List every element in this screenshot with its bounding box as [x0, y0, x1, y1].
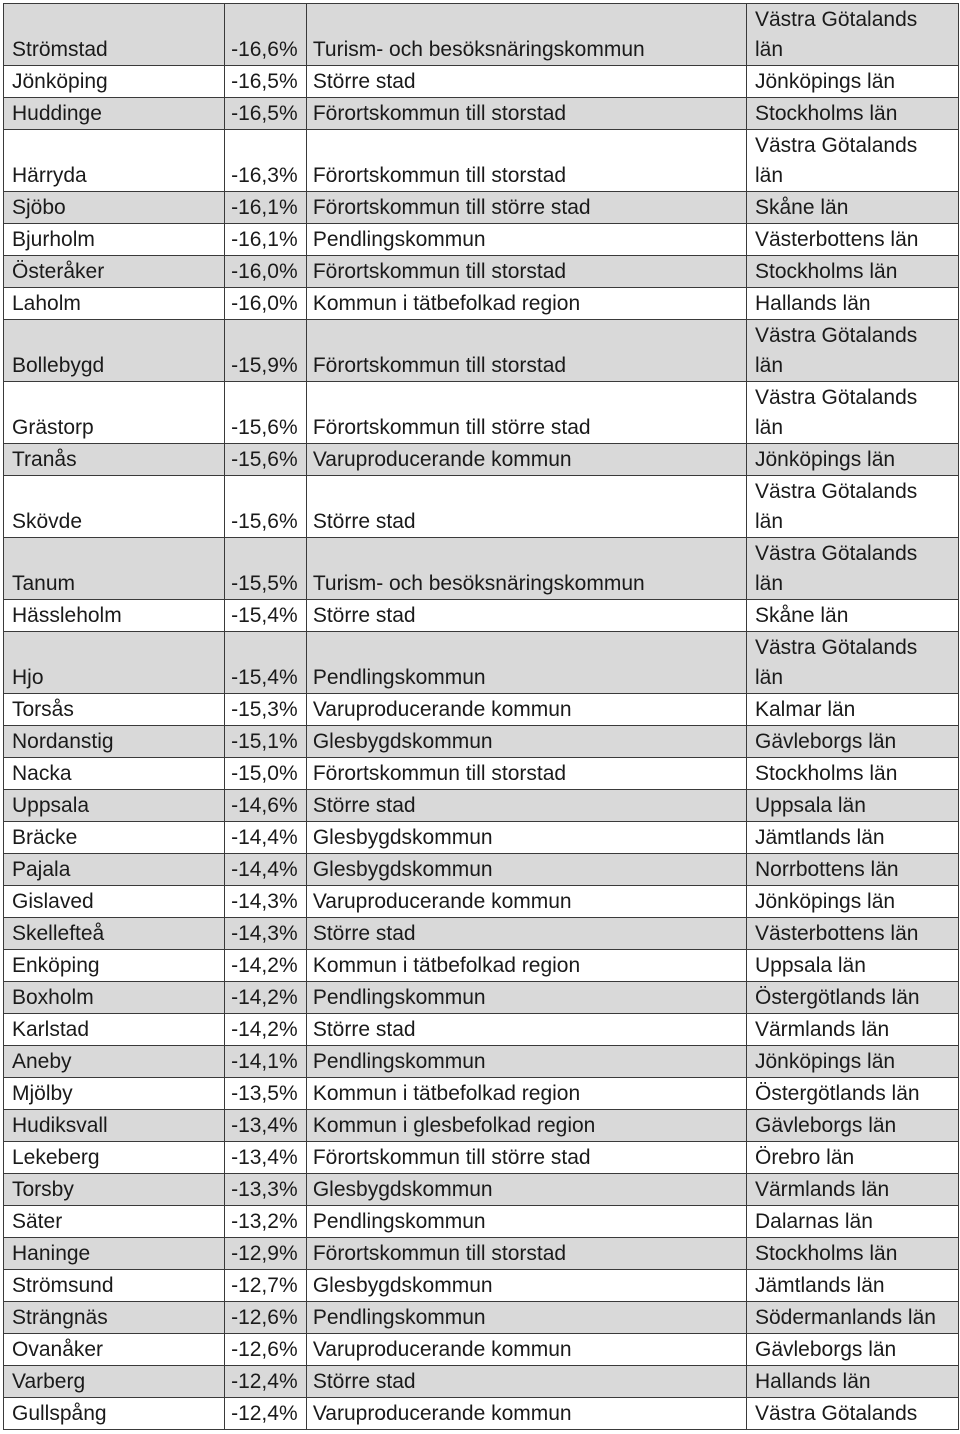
- county-cell: Gävleborgs län: [746, 726, 958, 758]
- municipality-type-cell: Kommun i tätbefolkad region: [306, 1078, 746, 1110]
- county-cell: Södermanlands län: [746, 1302, 958, 1334]
- municipality-type-cell: Pendlingskommun: [306, 1046, 746, 1078]
- municipality-type-cell: Större stad: [306, 476, 746, 538]
- county-cell: Jönköpings län: [746, 886, 958, 918]
- county-cell: Östergötlands län: [746, 1078, 958, 1110]
- table-row: [4, 950, 959, 982]
- county-cell: Gävleborgs län: [746, 1334, 958, 1366]
- municipality-type-cell: Förortskommun till storstad: [306, 256, 746, 288]
- table-row: [4, 1014, 959, 1046]
- municipality-type-cell: Pendlingskommun: [306, 1302, 746, 1334]
- county-cell: Västra Götalands län: [746, 130, 958, 192]
- change-percent-cell: -16,6%: [225, 4, 307, 66]
- municipality-type-cell: Förortskommun till storstad: [306, 1238, 746, 1270]
- municipality-type-cell: Kommun i tätbefolkad region: [306, 950, 746, 982]
- municipality-name-cell: Uppsala: [4, 790, 225, 822]
- change-percent-cell: -16,5%: [225, 98, 307, 130]
- county-cell: Östergötlands län: [746, 982, 958, 1014]
- county-cell: Skåne län: [746, 600, 958, 632]
- change-percent-cell: -16,5%: [225, 66, 307, 98]
- county-cell: Stockholms län: [746, 1238, 958, 1270]
- change-percent-cell: -15,6%: [225, 476, 307, 538]
- municipality-table-container: [3, 3, 959, 1430]
- change-percent-cell: -16,1%: [225, 192, 307, 224]
- table-row: [4, 476, 959, 538]
- municipality-type-cell: Förortskommun till större stad: [306, 1142, 746, 1174]
- municipality-name-cell: Gislaved: [4, 886, 225, 918]
- municipality-type-cell: Varuproducerande kommun: [306, 886, 746, 918]
- table-row: [4, 66, 959, 98]
- change-percent-cell: -12,9%: [225, 1238, 307, 1270]
- municipality-name-cell: Varberg: [4, 1366, 225, 1398]
- change-percent-cell: -16,0%: [225, 288, 307, 320]
- county-cell: Värmlands län: [746, 1174, 958, 1206]
- municipality-type-cell: Turism- och besöksnäringskommun: [306, 4, 746, 66]
- county-cell: Värmlands län: [746, 1014, 958, 1046]
- change-percent-cell: -15,4%: [225, 632, 307, 694]
- municipality-name-cell: Sjöbo: [4, 192, 225, 224]
- change-percent-cell: -14,4%: [225, 854, 307, 886]
- municipality-name-cell: Österåker: [4, 256, 225, 288]
- municipality-type-cell: Varuproducerande kommun: [306, 694, 746, 726]
- municipality-type-cell: Pendlingskommun: [306, 982, 746, 1014]
- table-row: [4, 854, 959, 886]
- table-row: [4, 1206, 959, 1238]
- change-percent-cell: -14,2%: [225, 1014, 307, 1046]
- table-row: [4, 822, 959, 854]
- municipality-name-cell: Torsås: [4, 694, 225, 726]
- municipality-type-cell: Förortskommun till storstad: [306, 758, 746, 790]
- change-percent-cell: -16,0%: [225, 256, 307, 288]
- county-cell: Jämtlands län: [746, 822, 958, 854]
- county-cell: Västra Götalands län: [746, 382, 958, 444]
- county-cell: Hallands län: [746, 288, 958, 320]
- change-percent-cell: -12,4%: [225, 1366, 307, 1398]
- municipality-type-cell: Glesbygdskommun: [306, 1174, 746, 1206]
- municipality-name-cell: Pajala: [4, 854, 225, 886]
- table-row: [4, 982, 959, 1014]
- table-row: [4, 1366, 959, 1398]
- municipality-name-cell: Bollebygd: [4, 320, 225, 382]
- table-row: [4, 1046, 959, 1078]
- change-percent-cell: -14,1%: [225, 1046, 307, 1078]
- municipality-type-cell: Förortskommun till storstad: [306, 130, 746, 192]
- municipality-type-cell: Kommun i glesbefolkad region: [306, 1110, 746, 1142]
- table-row: [4, 1110, 959, 1142]
- municipality-type-cell: Förortskommun till större stad: [306, 192, 746, 224]
- municipality-type-cell: Varuproducerande kommun: [306, 1334, 746, 1366]
- change-percent-cell: -14,6%: [225, 790, 307, 822]
- table-row: [4, 1334, 959, 1366]
- table-row: [4, 1398, 959, 1430]
- municipality-name-cell: Laholm: [4, 288, 225, 320]
- municipality-name-cell: Hudiksvall: [4, 1110, 225, 1142]
- change-percent-cell: -14,2%: [225, 950, 307, 982]
- municipality-name-cell: Haninge: [4, 1238, 225, 1270]
- change-percent-cell: -14,3%: [225, 886, 307, 918]
- municipality-name-cell: Tanum: [4, 538, 225, 600]
- table-row: [4, 4, 959, 66]
- county-cell: Norrbottens län: [746, 854, 958, 886]
- table-row: [4, 98, 959, 130]
- municipality-name-cell: Strängnäs: [4, 1302, 225, 1334]
- municipality-name-cell: Lekeberg: [4, 1142, 225, 1174]
- municipality-type-cell: Glesbygdskommun: [306, 854, 746, 886]
- table-row: [4, 1174, 959, 1206]
- change-percent-cell: -16,1%: [225, 224, 307, 256]
- county-cell: Jönköpings län: [746, 66, 958, 98]
- municipality-table: [3, 3, 959, 1430]
- county-cell: Västra Götalands län: [746, 538, 958, 600]
- county-cell: Uppsala län: [746, 790, 958, 822]
- municipality-name-cell: Strömstad: [4, 4, 225, 66]
- table-row: [4, 256, 959, 288]
- municipality-type-cell: Större stad: [306, 66, 746, 98]
- change-percent-cell: -12,6%: [225, 1334, 307, 1366]
- table-row: [4, 320, 959, 382]
- county-cell: Jämtlands län: [746, 1270, 958, 1302]
- county-cell: Hallands län: [746, 1366, 958, 1398]
- change-percent-cell: -13,3%: [225, 1174, 307, 1206]
- change-percent-cell: -14,4%: [225, 822, 307, 854]
- municipality-type-cell: Pendlingskommun: [306, 224, 746, 256]
- change-percent-cell: -14,3%: [225, 918, 307, 950]
- municipality-type-cell: Pendlingskommun: [306, 632, 746, 694]
- table-row: [4, 632, 959, 694]
- county-cell: Västerbottens län: [746, 918, 958, 950]
- municipality-table-body: [4, 4, 959, 1430]
- change-percent-cell: -13,4%: [225, 1142, 307, 1174]
- county-cell: Gävleborgs län: [746, 1110, 958, 1142]
- municipality-name-cell: Mjölby: [4, 1078, 225, 1110]
- county-cell: Uppsala län: [746, 950, 958, 982]
- municipality-name-cell: Bräcke: [4, 822, 225, 854]
- table-row: [4, 1302, 959, 1334]
- change-percent-cell: -12,6%: [225, 1302, 307, 1334]
- municipality-name-cell: Enköping: [4, 950, 225, 982]
- table-row: [4, 192, 959, 224]
- change-percent-cell: -15,9%: [225, 320, 307, 382]
- municipality-name-cell: Skövde: [4, 476, 225, 538]
- table-row: [4, 694, 959, 726]
- change-percent-cell: -13,2%: [225, 1206, 307, 1238]
- change-percent-cell: -15,6%: [225, 444, 307, 476]
- table-row: [4, 1238, 959, 1270]
- municipality-type-cell: Turism- och besöksnäringskommun: [306, 538, 746, 600]
- municipality-name-cell: Torsby: [4, 1174, 225, 1206]
- municipality-type-cell: Varuproducerande kommun: [306, 444, 746, 476]
- change-percent-cell: -15,6%: [225, 382, 307, 444]
- change-percent-cell: -15,1%: [225, 726, 307, 758]
- change-percent-cell: -14,2%: [225, 982, 307, 1014]
- table-row: [4, 382, 959, 444]
- municipality-type-cell: Större stad: [306, 1014, 746, 1046]
- table-row: [4, 758, 959, 790]
- county-cell: Västra Götalands län: [746, 320, 958, 382]
- change-percent-cell: -13,4%: [225, 1110, 307, 1142]
- table-row: [4, 886, 959, 918]
- county-cell: Skåne län: [746, 192, 958, 224]
- change-percent-cell: -12,7%: [225, 1270, 307, 1302]
- table-row: [4, 224, 959, 256]
- municipality-type-cell: Kommun i tätbefolkad region: [306, 288, 746, 320]
- municipality-name-cell: Huddinge: [4, 98, 225, 130]
- municipality-name-cell: Boxholm: [4, 982, 225, 1014]
- county-cell: Jönköpings län: [746, 444, 958, 476]
- municipality-type-cell: Pendlingskommun: [306, 1206, 746, 1238]
- municipality-name-cell: Nordanstig: [4, 726, 225, 758]
- municipality-type-cell: Glesbygdskommun: [306, 1270, 746, 1302]
- change-percent-cell: -15,5%: [225, 538, 307, 600]
- municipality-name-cell: Hjo: [4, 632, 225, 694]
- municipality-name-cell: Grästorp: [4, 382, 225, 444]
- municipality-name-cell: Säter: [4, 1206, 225, 1238]
- table-row: [4, 1270, 959, 1302]
- county-cell: Stockholms län: [746, 758, 958, 790]
- municipality-type-cell: Större stad: [306, 1366, 746, 1398]
- municipality-name-cell: Gullspång: [4, 1398, 225, 1430]
- municipality-name-cell: Aneby: [4, 1046, 225, 1078]
- county-cell: Västra Götalands län: [746, 476, 958, 538]
- municipality-name-cell: Strömsund: [4, 1270, 225, 1302]
- table-row: [4, 288, 959, 320]
- county-cell: Västerbottens län: [746, 224, 958, 256]
- change-percent-cell: -16,3%: [225, 130, 307, 192]
- municipality-type-cell: Större stad: [306, 918, 746, 950]
- county-cell: Dalarnas län: [746, 1206, 958, 1238]
- municipality-type-cell: Glesbygdskommun: [306, 726, 746, 758]
- change-percent-cell: -15,4%: [225, 600, 307, 632]
- table-row: [4, 600, 959, 632]
- municipality-name-cell: Karlstad: [4, 1014, 225, 1046]
- municipality-type-cell: Större stad: [306, 790, 746, 822]
- change-percent-cell: -15,0%: [225, 758, 307, 790]
- table-row: [4, 130, 959, 192]
- municipality-name-cell: Nacka: [4, 758, 225, 790]
- county-cell: Västra Götalands län: [746, 4, 958, 66]
- county-cell: Kalmar län: [746, 694, 958, 726]
- county-cell: Västra Götalands län: [746, 632, 958, 694]
- municipality-name-cell: Bjurholm: [4, 224, 225, 256]
- municipality-type-cell: Större stad: [306, 600, 746, 632]
- change-percent-cell: -15,3%: [225, 694, 307, 726]
- municipality-name-cell: Härryda: [4, 130, 225, 192]
- municipality-name-cell: Jönköping: [4, 66, 225, 98]
- county-cell: Stockholms län: [746, 98, 958, 130]
- municipality-name-cell: Skellefteå: [4, 918, 225, 950]
- county-cell: Västra Götalands: [746, 1398, 958, 1430]
- municipality-type-cell: Förortskommun till större stad: [306, 382, 746, 444]
- county-cell: Jönköpings län: [746, 1046, 958, 1078]
- table-row: [4, 1078, 959, 1110]
- county-cell: Stockholms län: [746, 256, 958, 288]
- table-row: [4, 790, 959, 822]
- change-percent-cell: -12,4%: [225, 1398, 307, 1430]
- table-row: [4, 918, 959, 950]
- table-row: [4, 1142, 959, 1174]
- municipality-name-cell: Ovanåker: [4, 1334, 225, 1366]
- table-row: [4, 726, 959, 758]
- municipality-type-cell: Förortskommun till storstad: [306, 98, 746, 130]
- table-row: [4, 444, 959, 476]
- change-percent-cell: -13,5%: [225, 1078, 307, 1110]
- municipality-name-cell: Tranås: [4, 444, 225, 476]
- municipality-type-cell: Varuproducerande kommun: [306, 1398, 746, 1430]
- table-row: [4, 538, 959, 600]
- municipality-type-cell: Glesbygdskommun: [306, 822, 746, 854]
- municipality-type-cell: Förortskommun till storstad: [306, 320, 746, 382]
- county-cell: Örebro län: [746, 1142, 958, 1174]
- municipality-name-cell: Hässleholm: [4, 600, 225, 632]
